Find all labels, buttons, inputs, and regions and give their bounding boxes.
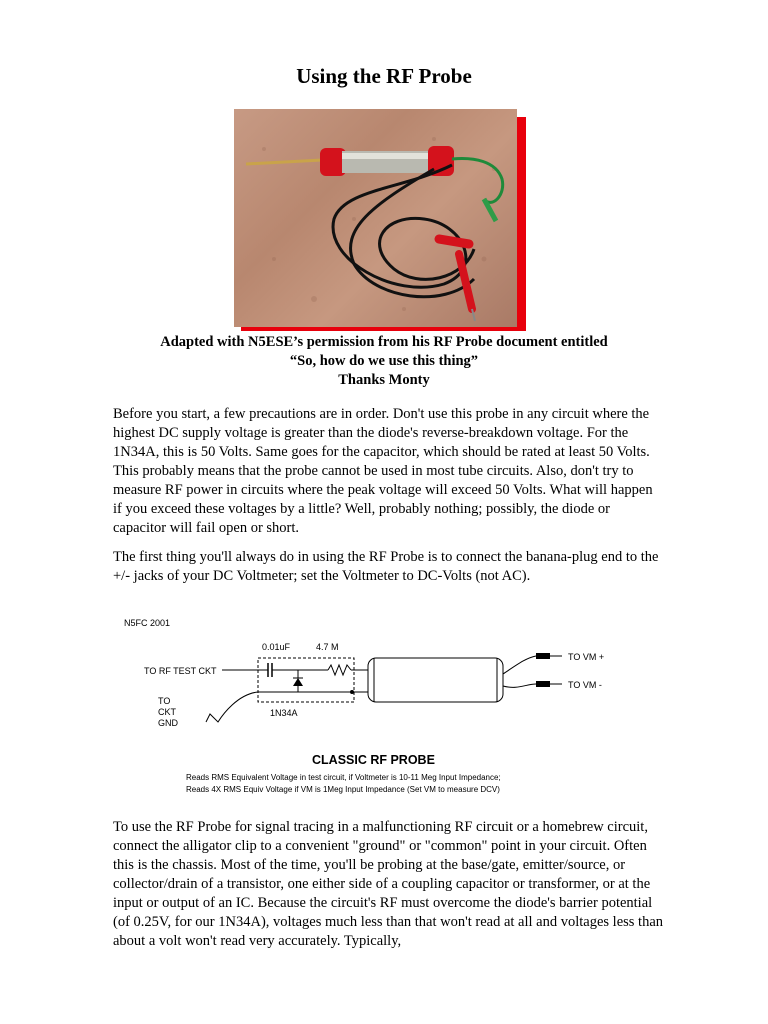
gnd-label-1: TO xyxy=(158,696,171,706)
schematic-heading: CLASSIC RF PROBE xyxy=(312,753,435,767)
paragraph-signal-tracing: To use the RF Probe for signal tracing in a malfunctioning RF circuit or a homebrew circuit, connect the alligator clip to a convenient "ground" or "common" point in your circuit. Often this is the chassis. Most of the time, you'll be probing at the base/gate, emitter/source, or collector/drain of a transistor, one either side of a coupling capacitor or transformer, or at the input or output of an IC. Because the circuit's RF must overcome the diode's barrier potential (of 0.25V, for our 1N34A), voltages much less than that won't read at all and voltages less than about a volt won't read very accurately. Typically, xyxy=(113,819,664,949)
gnd-label-2: CKT xyxy=(158,707,176,717)
photo-image xyxy=(234,109,517,327)
caption-line-1: Adapted with N5ESE’s permission from his RF Probe document entitled xyxy=(160,334,608,350)
vm-minus-label: TO VM - xyxy=(568,680,602,690)
schematic-note-1: Reads RMS Equivalent Voltage in test circuit, if Voltmeter is 10-11 Meg Input Impedance; xyxy=(186,773,501,782)
probe-photo xyxy=(234,109,526,331)
capacitor-label: 0.01uF xyxy=(262,642,291,652)
schematic-note-2: Reads 4X RMS Equiv Voltage if VM is 1Meg Input Impedance (Set VM to measure DCV) xyxy=(186,785,500,794)
resistor-label: 4.7 M xyxy=(316,642,339,652)
rf-probe-illustration xyxy=(234,109,517,327)
page-title: Using the RF Probe xyxy=(296,64,472,88)
paragraph-precautions: Before you start, a few precautions are in order. Don't use this probe in any circuit where the highest DC supply voltage is greater than the diode's reverse-breakdown voltage. For the 1N34A, this is 50 Volts. Same goes for the capacitor, which should be rated at least 50 Volts. This probably means that the probe cannot be used in most tube circuits. Also, don't try to measure RF power in circuits where the peak voltage will exceed 50 Volts. What will happen if you exceed these voltages by a little? Well, probably nothing; possibly, the diode or capacitor will fail open or short. xyxy=(113,406,653,536)
gnd-label-3: GND xyxy=(158,718,178,728)
vm-plus-label: TO VM + xyxy=(568,652,605,662)
paragraph-connect: The first thing you'll always do in using the RF Probe is to connect the banana-plug end to the +/- jacks of your DC Voltmeter; set the Voltmeter to DC-Volts (not AC). xyxy=(113,549,659,584)
photo-caption xyxy=(0,333,768,390)
diode-label: 1N34A xyxy=(270,708,298,718)
schematic-credit: N5FC 2001 xyxy=(124,618,171,628)
rf-probe-schematic xyxy=(118,614,638,804)
caption-line-2: “So, how do we use this thing” xyxy=(289,353,479,369)
caption-line-3: Thanks Monty xyxy=(338,372,430,388)
input-label: TO RF TEST CKT xyxy=(144,666,217,676)
